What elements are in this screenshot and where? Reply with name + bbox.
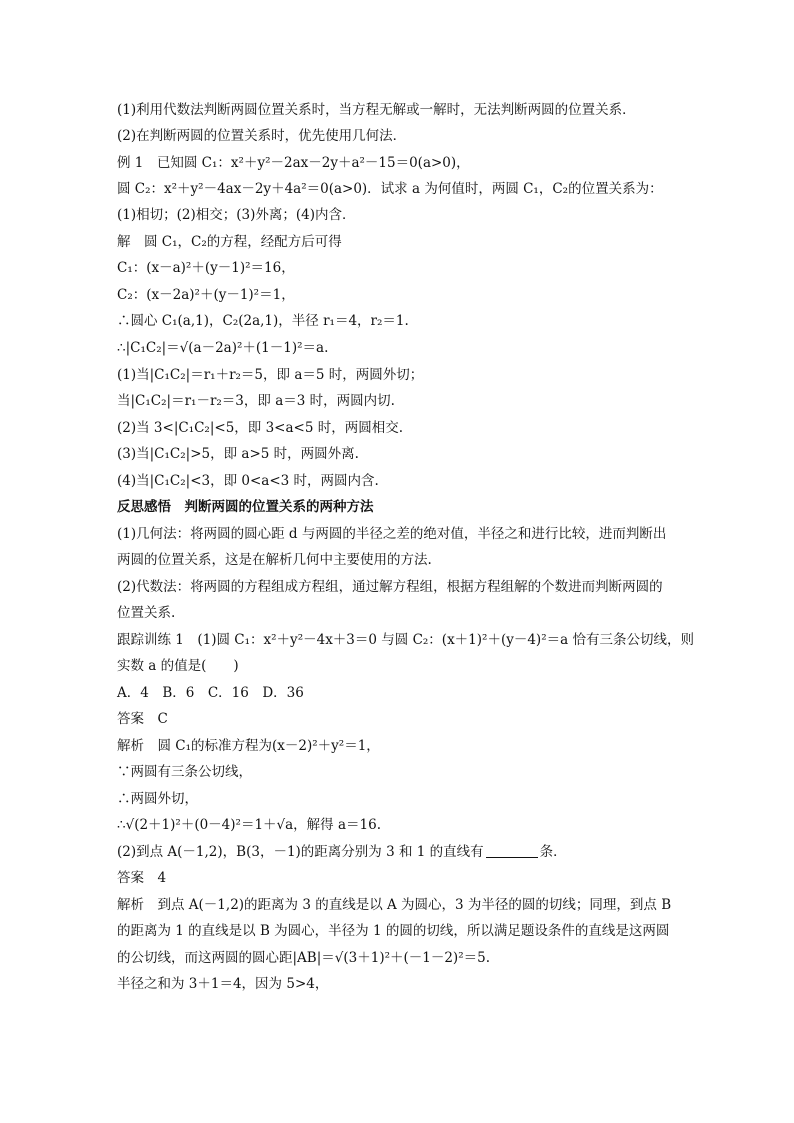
case-separate: (3)当|C₁C₂|>5，即 a>5 时，两圆外离. [117,446,359,462]
note-line-2: (2)在判断两圆的位置关系时，优先使用几何法． [117,128,407,144]
analysis-2-line-1: 解析 到点 A(－1,2)的距离为 3 的直线是以 A 为圆心，3 为半径的圆的切线；同理，到点 B [117,897,672,913]
example-1-questions: (1)相切；(2)相交；(3)外离；(4)内含． [117,207,356,223]
answer-1: 答案 C [117,711,168,727]
note-line-1: (1)利用代数法判断两圆位置关系时，当方程无解或一解时，无法判断两圆的位置关系． [117,102,636,118]
case-tangent-internal: 当|C₁C₂|＝r₁－r₂＝3，即 a＝3 时，两圆内切. [117,393,395,409]
example-1-circle-c2: 圆 C₂：x²＋y²－4ax－2y＋4a²＝0(a>0)．试求 a 为何值时，两圆 C₁，C₂的位置关系为： [117,181,663,197]
answer-blank [486,845,538,858]
analysis-2-line-2: 的距离为 1 的直线是以 B 为圆心，半径为 1 的圆的切线，所以满足题设条件的直线是这两圆 [117,923,670,939]
analysis-2-line-4: 半径之和为 3＋1＝4，因为 5>4， [117,976,329,992]
practice-2-text: (2)到点 A(－1,2)，B(3，－1)的距离分别为 3 和 1 的直线有 [117,844,484,860]
solution-distance: ∴|C₁C₂|＝√(a－2a)²＋(1－1)²＝a. [117,340,329,356]
method-geometric-1: (1)几何法：将两圆的圆心距 d 与两圆的半径之差的绝对值，半径之和进行比较，进而判断出 [117,526,667,542]
analysis-1-line-4: ∴√(2＋1)²＋(0－4)²＝1＋√a，解得 a＝16. [117,817,381,833]
reflection-heading: 反思感悟 判断两圆的位置关系的两种方法 [117,499,374,515]
method-algebraic-2: 位置关系. [117,605,176,621]
case-intersect: (2)当 3<|C₁C₂|<5，即 3<a<5 时，两圆相交. [117,420,404,436]
solution-centers: ∴圆心 C₁(a,1)，C₂(2a,1)，半径 r₁＝4，r₂＝1. [117,313,409,329]
answer-2: 答案 4 [117,870,167,886]
method-geometric-2: 两圆的位置关系，这是在解析几何中主要使用的方法. [117,552,432,568]
practice-2-suffix: 条． [539,844,567,860]
case-contained: (4)当|C₁C₂|<3，即 0<a<3 时，两圆内含. [117,473,379,489]
solution-intro: 解 圆 C₁，C₂的方程，经配方后可得 [117,234,342,250]
analysis-1-line-2: ∵两圆有三条公切线， [117,764,252,780]
analysis-1-line-1: 解析 圆 C₁的标准方程为(x－2)²＋y²＝1， [117,738,380,754]
example-1-title: 例 1 已知圆 C₁：x²＋y²－2ax－2y＋a²－15＝0(a>0)， [117,155,470,171]
practice-1-question-2: 实数 a 的值是( ) [117,658,239,674]
practice-2-question [117,843,682,861]
case-tangent-external: (1)当|C₁C₂|＝r₁＋r₂＝5，即 a＝5 时，两圆外切； [117,367,424,383]
analysis-1-line-3: ∴两圆外切， [117,791,198,807]
practice-1-options: A．4 B．6 C．16 D．36 [117,685,304,701]
solution-c2: C₂：(x－2a)²＋(y－1)²＝1， [117,287,295,303]
solution-c1: C₁：(x－a)²＋(y－1)²＝16， [117,260,295,276]
method-algebraic-1: (2)代数法：将两圆的方程组成方程组，通过解方程组，根据方程组解的个数进而判断两圆的 [117,579,663,595]
practice-1-question: 跟踪训练 1 (1)圆 C₁：x²＋y²－4x＋3＝0 与圆 C₂：(x＋1)²＋(y－4)²＝a 恰有三条公切线，则 [117,632,694,648]
analysis-2-line-3: 的公切线，而这两圆的圆心距|AB|＝√(3＋1)²＋(－1－2)²＝5. [117,950,490,966]
